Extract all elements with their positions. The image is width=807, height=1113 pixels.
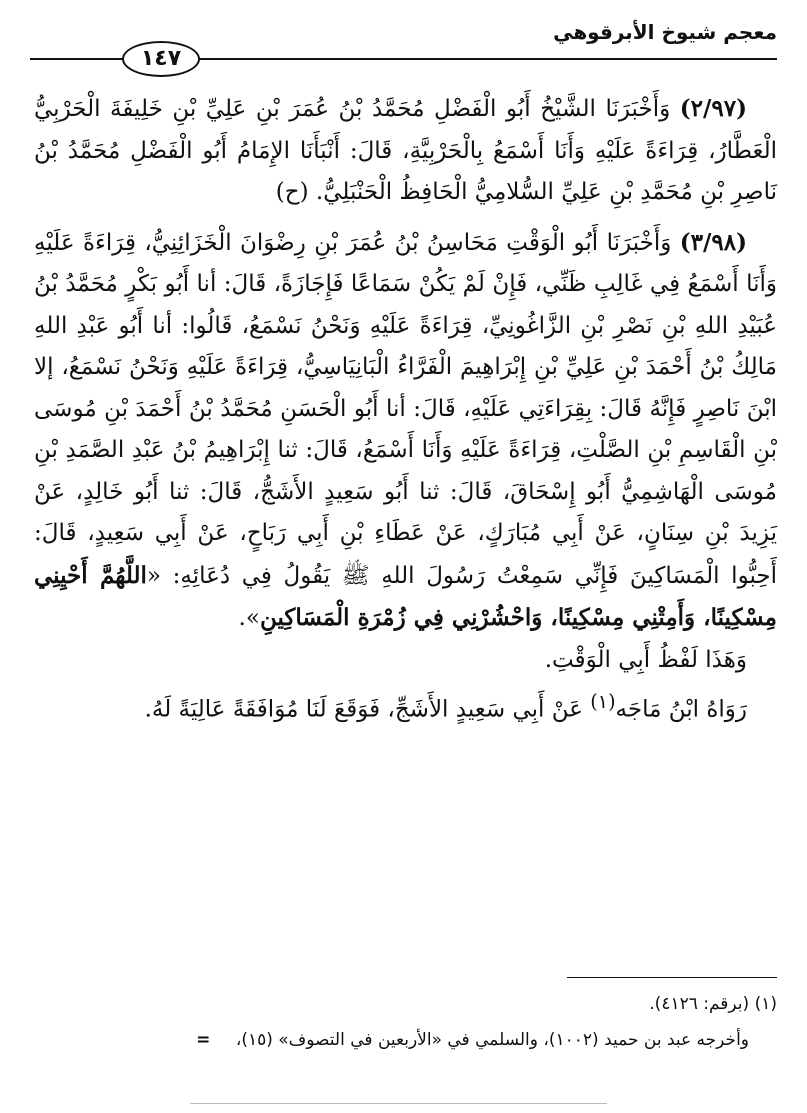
paragraph-number: (٢/٩٧) (679, 95, 747, 122)
footnote-separator (567, 977, 777, 978)
narration-text-rest: عَنْ أَبِي سَعِيدٍ الأَشَجِّ، فَوَقَعَ لَنَا مُوَافَقَةً عَالِيَةً لَهُ. (144, 696, 591, 723)
footnote-1: (١) (برقم: ٤١٢٦). (649, 994, 777, 1014)
footnote-ref[interactable]: (١) (590, 690, 616, 713)
hadith-paragraph-97 (34, 88, 777, 214)
footnote-1-continued (34, 1024, 749, 1056)
wording-note: وَهَذَا لَفْظُ أَبِي الْوَقْتِ. (544, 646, 747, 673)
main-text (34, 88, 777, 731)
continuation-mark: = (196, 1030, 211, 1050)
hadith-paragraph-98 (34, 222, 777, 640)
prophetic-quote: اللَّهُمَّ أَحْيِنِي مِسْكِينًا، وَأَمِتْنِي مِسْكِينًا، وَاحْشُرْنِي فِي زُمْرَةِ الْمَسَاكِينِ (34, 561, 777, 631)
paragraph-text: وَأَخْبَرَنَا أَبُو الْوَقْتِ مَحَاسِنُ بْنُ عُمَرَ بْنِ رِضْوَانَ الْخَزَائِنِيُّ، قِرَاءَةً عَلَيْهِ وَأَنَا أَسْمَعُ فِي غَالِبِ ظَنِّي، فَإِنْ لَمْ يَكُنْ سَمَاعًا فَإِجَازَةً، قَالَ: أنا أَبُو بَكْرٍ مُحَمَّدُ بْنُ عُبَيْدِ اللهِ بْنِ نَصْرِ بْنِ الزَّاغُونِيِّ، قِرَاءَةً عَلَيْهِ وَنَحْنُ نَسْمَعُ، قَالُوا: أنا أَبُو عَبْدِ اللهِ مَالِكُ بْنُ أَحْمَدَ بْنِ عَلِيِّ بْنِ إِبْرَاهِيمَ الْفَرَّاءُ الْبَانِيَاسِيُّ، قِرَاءَةً عَلَيْهِ وَنَحْنُ نَسْمَعُ، إلا ابْنَ نَاصِرٍ فَإِنَّهُ قَالَ: بِقِرَاءَتِي عَلَيْهِ، قَالَ: أنا أَبُو الْحَسَنِ مُحَمَّدُ بْنُ أَحْمَدَ بْنِ مُوسَى بْنِ الْقَاسِمِ بْنِ الصَّلْتِ، قِرَاءَةً عَلَيْهِ وَأَنَا أَسْمَعُ، قَالَ: ثنا إِبْرَاهِيمُ بْنُ عَبْدِ الصَّمَدِ بْنِ مُوسَى الْهَاشِمِيُّ أَبُو إِسْحَاقَ، قَالَ: ثنا أَبُو سَعِيدٍ الأَشَجُّ، قَالَ: ثنا أَبُو خَالِدٍ، عَنْ يَزِيدَ بْنِ سِنَانٍ، عَنْ أَبِي مُبَارَكٍ، عَنْ عَطَاءِ بْنِ أَبِي رَبَاحٍ، عَنْ أَبِي سَعِيدٍ، قَالَ: أَحِبُّوا الْمَسَاكِينَ فَإِنِّي سَمِعْتُ رَسُولَ اللهِ ﷺ يَقُولُ فِي دُعَائِهِ: « (34, 229, 777, 589)
narration-note (34, 681, 777, 731)
footnote-text: وأخرجه عبد بن حميد (١٠٠٢)، والسلمي في «الأربعين في التصوف» (١٥)، (235, 1030, 749, 1050)
bottom-edge-rule (190, 1103, 607, 1104)
running-header-title: معجم شيوخ الأبرقوهي (553, 20, 777, 44)
footnotes (34, 988, 777, 1056)
narration-text: رَوَاهُ ابْنُ مَاجَه (615, 696, 747, 723)
paragraph-text: وَأَخْبَرَنَا الشَّيْخُ أَبُو الْفَضْلِ مُحَمَّدُ بْنُ عُمَرَ بْنِ عَلِيِّ بْنِ خَلِيفَةَ الْحَرْبِيُّ الْعَطَّارُ، قِرَاءَةً عَلَيْهِ وَأَنَا أَسْمَعُ بِالْحَرْبِيَّةِ، قَالَ: أَنْبَأَنَا الإِمَامُ أَبُو الْفَضْلِ مُحَمَّدُ بْنُ نَاصِرِ بْنِ مُحَمَّدِ بْنِ عَلِيِّ السُّلامِيُّ الْحَافِظُ الْحَنْبَلِيُّ. (ح) (34, 96, 777, 205)
page-number: ١٤٧ (122, 41, 200, 77)
quote-close: ». (238, 605, 260, 631)
paragraph-number: (٣/٩٨) (679, 228, 748, 256)
